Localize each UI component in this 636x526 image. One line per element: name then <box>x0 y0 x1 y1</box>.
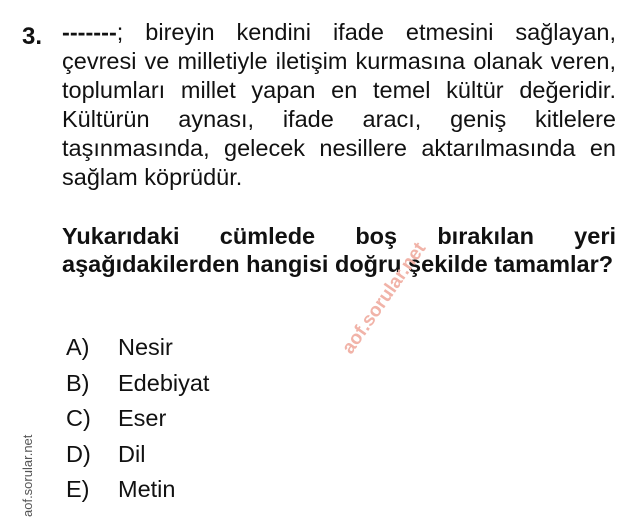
option-text: Eser <box>118 405 167 432</box>
option-text: Nesir <box>118 334 173 361</box>
option-a[interactable] <box>66 330 209 366</box>
option-d[interactable] <box>66 437 209 473</box>
option-c[interactable] <box>66 401 209 437</box>
question-number: 3. <box>22 23 43 50</box>
option-letter: B) <box>66 369 90 396</box>
option-letter: C) <box>66 405 91 432</box>
option-letter: E) <box>66 476 90 503</box>
question-stem <box>62 18 616 192</box>
option-text: Dil <box>118 440 146 467</box>
option-e[interactable] <box>66 472 209 508</box>
watermark-diagonal: aof.sorular.net <box>338 238 431 359</box>
blank-placeholder: ------- <box>62 19 117 45</box>
option-b[interactable] <box>66 366 209 402</box>
watermark-side: aof.sorular.net <box>20 434 35 517</box>
option-letter: A) <box>66 334 90 361</box>
option-text: Metin <box>118 476 176 503</box>
option-letter: D) <box>66 440 91 467</box>
option-text: Edebiyat <box>118 369 210 396</box>
question-prompt: Yukarıdaki cümlede boş bırakılan yeri aşağıdakilerden hangisi doğru şekilde tamamlar? <box>62 223 616 277</box>
question-stem-text: ; bireyin kendini ifade etmesini sağlayan, çevresi ve milletiyle iletişim kurmasına olanak veren, toplumları millet yapan en temel kültür değeridir. Kültürün aynası, ifade aracı, geniş kitlelere taşınmasında, gelecek nesillere aktarılmasında en sağlam köprüdür. <box>62 19 616 190</box>
answer-options <box>66 330 209 508</box>
